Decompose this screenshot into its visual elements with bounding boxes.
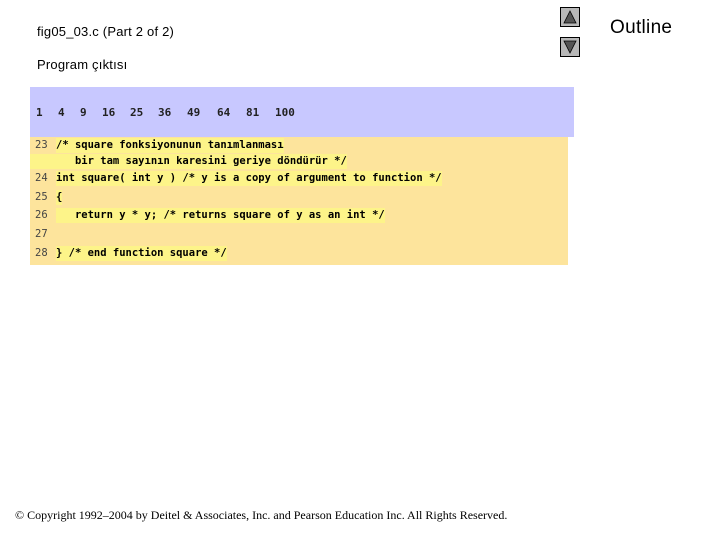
line-number: 28	[35, 247, 48, 259]
code-text: bir tam sayının karesini geriye döndürür */	[56, 155, 347, 167]
output-value: 64	[217, 106, 231, 119]
program-output	[30, 87, 574, 137]
code-line	[30, 154, 568, 169]
previous-slide-button[interactable]	[560, 7, 580, 27]
triangle-up-icon	[563, 10, 577, 24]
code-text: return y * y; /* returns square of y as an int */	[56, 209, 385, 221]
code-line	[30, 190, 568, 205]
line-number: 25	[35, 191, 48, 203]
outline-link[interactable]: Outline	[610, 17, 673, 38]
output-value: 49	[187, 106, 201, 119]
output-value: 9	[80, 106, 87, 119]
output-value: 100	[275, 106, 295, 119]
copyright-footer: © Copyright 1992–2004 by Deitel & Associates, Inc. and Pearson Education Inc. All Rights Reserved.	[15, 508, 508, 522]
triangle-down-icon	[563, 40, 577, 54]
line-number: 23	[35, 139, 48, 151]
line-number: 24	[35, 172, 48, 184]
output-value: 25	[130, 106, 144, 119]
continuation-marker	[30, 154, 56, 169]
page-subtitle: Program çıktısı	[37, 57, 128, 72]
code-text: } /* end function square */	[56, 247, 227, 259]
output-value: 4	[58, 106, 65, 119]
code-line	[30, 171, 568, 186]
code-line	[30, 246, 568, 261]
code-text: {	[56, 191, 63, 203]
file-title: fig05_03.c (Part 2 of 2)	[37, 24, 175, 39]
output-value: 16	[102, 106, 116, 119]
line-number: 26	[35, 209, 48, 221]
code-listing	[30, 137, 568, 265]
next-slide-button[interactable]	[560, 37, 580, 57]
code-line	[30, 208, 568, 223]
line-number: 27	[35, 228, 48, 240]
code-text: int square( int y ) /* y is a copy of argument to function */	[56, 172, 442, 184]
code-line	[30, 227, 568, 242]
output-value: 36	[158, 106, 172, 119]
code-line	[30, 138, 568, 153]
code-text: /* square fonksiyonunun tanımlanması	[56, 139, 284, 151]
output-value: 81	[246, 106, 260, 119]
output-value: 1	[36, 106, 43, 119]
